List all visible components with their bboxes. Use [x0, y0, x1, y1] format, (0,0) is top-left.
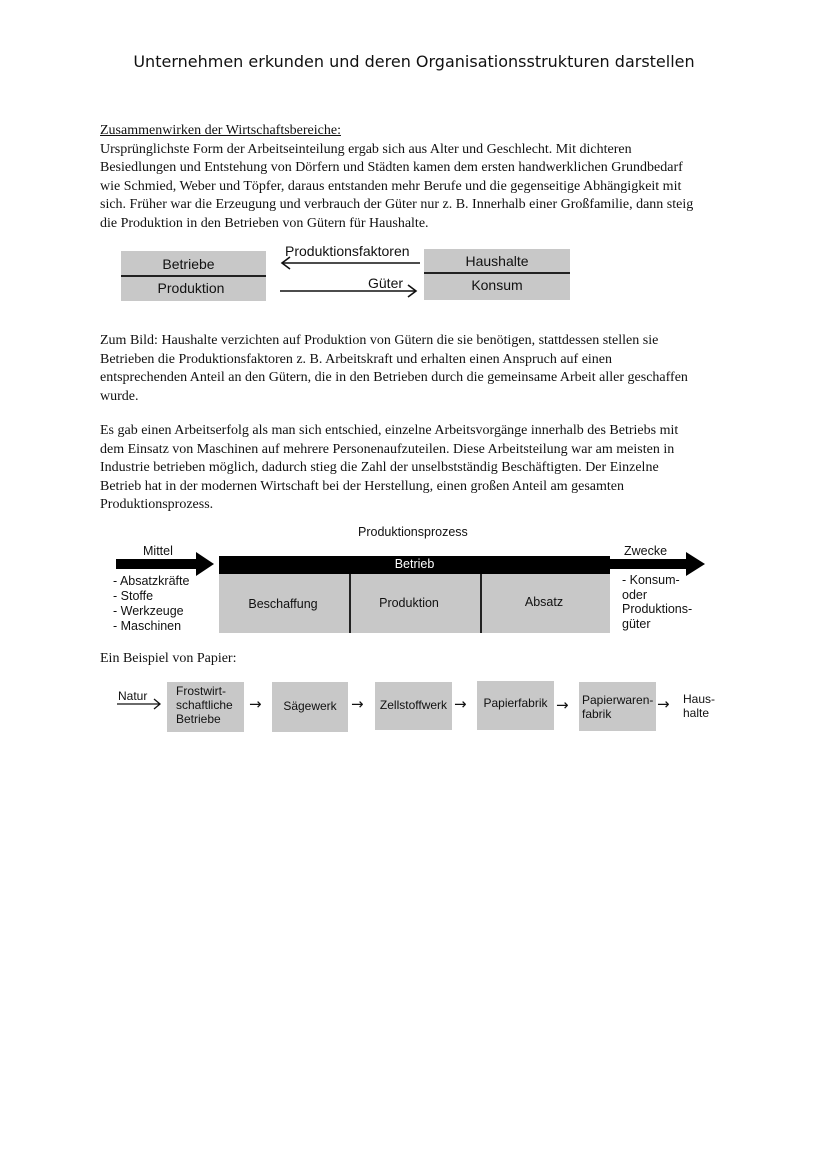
process-title: Produktionsprozess	[358, 525, 468, 539]
text-line: Besiedlungen und Entstehung von Dörfern und Städten kamen dem ersten handwerklichen Grundbedarf	[100, 160, 683, 175]
text-line: wie Schmied, Weber und Töpfer, daraus entstanden mehr Berufe und die gegenseitige Abhängigkeit mit	[100, 178, 682, 194]
text-line: sich. Früher war die Erzeugung und verbrauch der Güter nur z. B. Innerhalb einer Großfamilie, dann steig	[100, 197, 694, 212]
box-line: schaftliche	[176, 698, 233, 712]
list-item: oder	[622, 587, 648, 602]
box-line: Haus-	[683, 692, 716, 706]
arrow-right-icon: →	[249, 695, 262, 713]
section-heading: Zusammenwirken der Wirtschaftsbereiche:	[100, 123, 341, 138]
stage-beschaffung: Beschaffung	[248, 597, 318, 611]
text-line: Betrieben die Produktionsfaktoren z. B. Arbeitskraft und erhalten einen Anspruch auf einen	[100, 351, 613, 367]
stage-produktion: Produktion	[379, 596, 439, 610]
text-line: Industrie betrieben möglich, dadurch stieg die Zahl der unselbstständig Beschäftigten. Der Einzelne	[100, 460, 659, 475]
arrow-right-icon: →	[454, 695, 467, 713]
arrow-right-icon	[117, 699, 160, 709]
haushalte-label: Haushalte	[465, 253, 529, 269]
text-line: Produktionsprozess.	[100, 497, 214, 512]
box-line: halte	[683, 706, 710, 720]
stage-absatz: Absatz	[524, 595, 564, 609]
text-line: entsprechenden Anteil an den Gütern, die in den Betrieben durch die gemeinsame Arbeit aller geschaffen	[100, 370, 688, 385]
text-line: dem Einsatz von Maschinen auf mehrere Personenaufzuteilen. Diese Arbeitsteilung war am meisten in	[100, 441, 675, 457]
list-item: güter	[622, 616, 651, 631]
produktion-label: Produktion	[157, 280, 225, 296]
box-line: Frostwirt-	[176, 684, 226, 698]
produktionsfaktoren-label: Produktionsfaktoren	[285, 243, 410, 259]
box-line: Zellstoffwerk	[379, 698, 448, 712]
page-title: Unternehmen erkunden und deren Organisationsstrukturen darstellen	[133, 52, 695, 71]
text-line: die Produktion in den Betrieben von Gütern für Haushalte.	[100, 215, 429, 231]
box-line: Sägewerk	[283, 699, 337, 713]
text-line: Ursprünglichste Form der Arbeitseinteilung ergab sich aus Alter und Geschlecht. Mit dichteren	[100, 141, 632, 157]
list-item: - Absatzkräfte	[113, 574, 190, 588]
arrow-right-icon: →	[657, 695, 670, 713]
zwecke-label: Zwecke	[624, 544, 668, 558]
text-line: wurde.	[100, 388, 139, 404]
section-heading: Ein Beispiel von Papier:	[100, 651, 237, 666]
box-line: fabrik	[582, 707, 612, 721]
chain-box-papierfabrik	[477, 681, 554, 730]
arrow-right-icon: →	[351, 695, 364, 713]
text-line: Zum Bild: Haushalte verzichten auf Produktion von Gütern die sie benötigen, stattdessen stellen sie	[100, 333, 659, 348]
arrow-right-icon: →	[556, 696, 569, 714]
start-label: Natur	[118, 689, 148, 703]
konsum-label: Konsum	[471, 277, 523, 293]
betrieb-label: Betrieb	[394, 557, 435, 571]
list-item: - Konsum-	[622, 573, 680, 587]
box-line: Betriebe	[176, 712, 221, 726]
chain-box-zellstoffwerk	[375, 682, 452, 730]
mittel-label: Mittel	[143, 544, 173, 558]
chain-box-forstwirtschaft	[167, 682, 244, 732]
list-item: - Maschinen	[113, 619, 182, 633]
list-item: - Werkzeuge	[113, 604, 184, 618]
list-item: Produktions-	[622, 602, 693, 616]
text-line: Es gab einen Arbeitserfolg als man sich entschied, einzelne Arbeitsvorgänge innerhalb des Betriebs mit	[100, 423, 679, 438]
end-label	[683, 692, 715, 720]
chain-box-saegewerk	[272, 682, 348, 732]
gueter-label: Güter	[368, 275, 404, 291]
box-line: Papierwaren-	[582, 693, 654, 707]
list-item: - Stoffe	[113, 589, 154, 603]
box-line: Papierfabrik	[483, 696, 548, 710]
text-line: Betrieb hat in der modernen Wirtschaft bei der Herstellung, einen großen Anteil am gesamten	[100, 478, 625, 494]
chain-box-papierwarenfabrik	[579, 682, 656, 731]
betriebe-label: Betriebe	[162, 256, 215, 272]
